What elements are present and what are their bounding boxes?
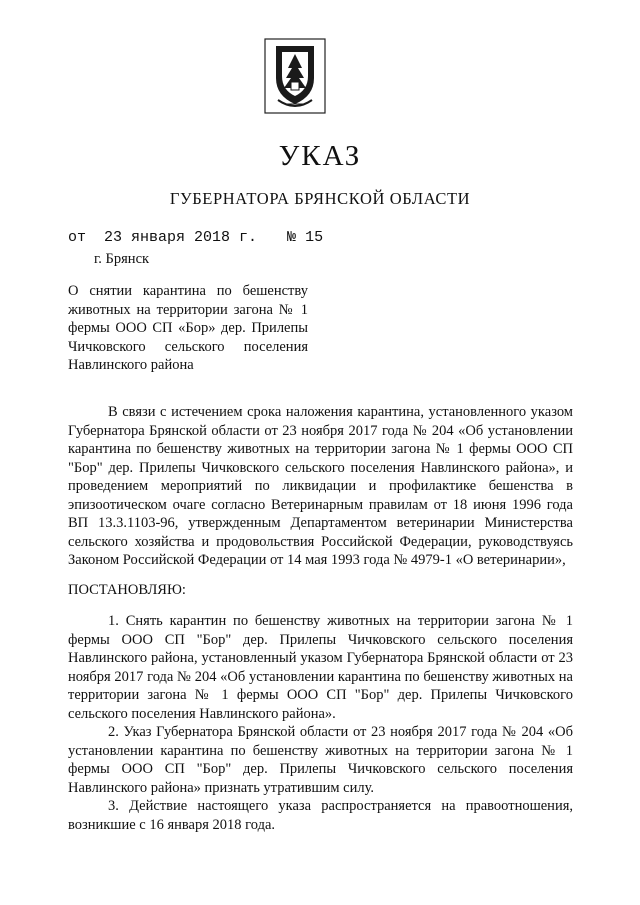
document-title: УКАЗ	[278, 140, 362, 172]
subject-block	[68, 282, 308, 375]
date-line	[68, 229, 323, 246]
subject-line: животных на территории загона № 1	[68, 301, 308, 318]
decree-item-2: 2. Указ Губернатора Брянской области от 23 ноября 2017 года № 204 «Об установлении карантина по бешенству животных на территории загона № 1 фермы ООО СП "Бор" дер. Прилепы Чичковского сельского поселения Навлинского района» признать утратившим силу.	[68, 724, 573, 796]
subject-line: О снятии карантина по бешенству	[68, 283, 308, 299]
number-value: 15	[305, 229, 324, 246]
bryansk-coat-of-arms-icon	[264, 38, 326, 114]
preamble-paragraph: В связи с истечением срока наложения карантина, установленного указом Губернатора Брянской области от 23 ноября 2017 года № 204 «Об установлении карантина по бешенству животных на территории загона № 1 фермы ООО СП "Бор" дер. Прилепы Чичковского сельского поселения Навлинского района», и проведением мероприятий по ликвидации и профилактике бешенства в эпизоотическом очаге согласно Ветеринарным правилам от 18 июня 1996 года ВП 13.3.1103-96, утвержденным Департаментом ветеринарии Министерства сельского хозяйства и продовольствия Российской Федерации, руководствуясь Законом Российской Федерации от 14 мая 1993 года № 4979-1 «О ветеринарии»,	[68, 404, 573, 568]
number-label: №	[287, 229, 297, 246]
preamble-block	[68, 403, 573, 570]
subject-line: фермы ООО СП «Бор» дер. Прилепы	[68, 320, 308, 336]
subject-line: Навлинского района	[68, 357, 194, 373]
decree-word: ПОСТАНОВЛЯЮ:	[68, 582, 186, 598]
subject-line: Чичковского сельского поселения	[68, 338, 308, 355]
decree-item-3: 3. Действие настоящего указа распространяется на правоотношения, возникшие с 16 января 2018 года.	[68, 798, 573, 833]
date-prefix: от	[68, 229, 87, 246]
document-subtitle: ГУБЕРНАТОРА БРЯНСКОЙ ОБЛАСТИ	[169, 189, 471, 208]
date-value: 23 января 2018 г.	[104, 229, 258, 246]
items-block	[68, 612, 573, 834]
decree-item-1: 1. Снять карантин по бешенству животных на территории загона № 1 фермы ООО СП "Бор" дер. Прилепы Чичковского сельского поселения Навлинского района, установленный указом Губернатора Брянской области от 23 ноября 2017 года № 204 «Об установлении карантина по бешенству животных на территории загона № 1 фермы ООО СП "Бор" дер. Прилепы Чичковского сельского поселения Навлинского района».	[68, 613, 573, 722]
city: г. Брянск	[94, 251, 150, 267]
